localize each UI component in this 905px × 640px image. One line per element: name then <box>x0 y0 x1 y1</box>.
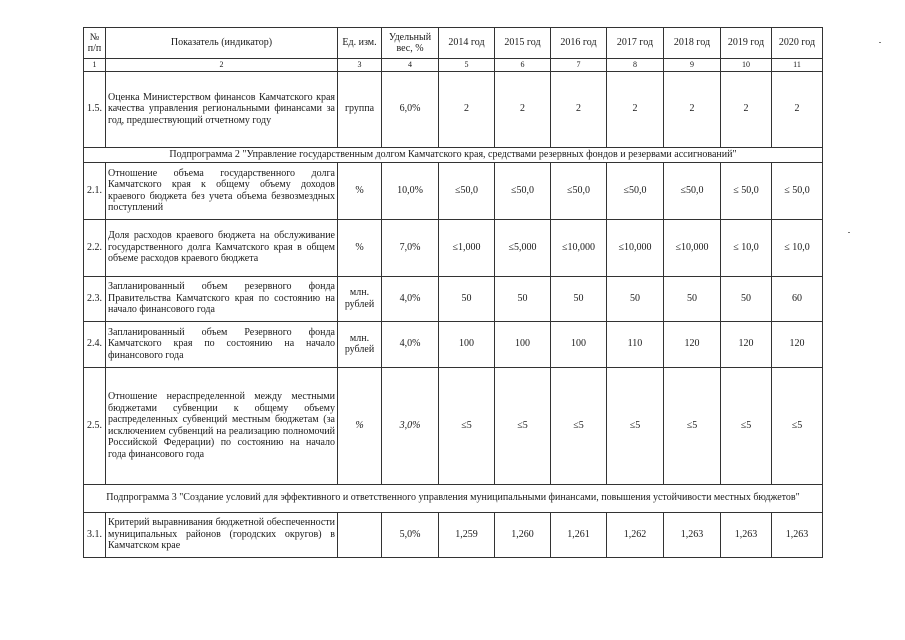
row-number: 2.3. <box>84 276 106 321</box>
row-value: 120 <box>664 321 721 367</box>
col-number: 3 <box>338 59 382 72</box>
row-weight: 4,0% <box>382 276 439 321</box>
header-year: 2019 год <box>721 28 772 59</box>
col-number: 10 <box>721 59 772 72</box>
row-weight: 5,0% <box>382 512 439 557</box>
row-value: 2 <box>721 71 772 147</box>
row-number: 3.1. <box>84 512 106 557</box>
row-value: 100 <box>495 321 551 367</box>
row-value: ≤10,000 <box>664 219 721 276</box>
row-value: 50 <box>551 276 607 321</box>
row-value: ≤5 <box>551 367 607 484</box>
row-value: 1,260 <box>495 512 551 557</box>
scan-speck <box>848 232 850 233</box>
row-value: 2 <box>664 71 721 147</box>
row-value: 120 <box>772 321 823 367</box>
row-value: 1,263 <box>721 512 772 557</box>
row-number: 2.5. <box>84 367 106 484</box>
table-row <box>84 71 823 147</box>
scan-speck <box>879 42 881 43</box>
row-value: 1,263 <box>772 512 823 557</box>
col-number: 4 <box>382 59 439 72</box>
row-unit <box>338 512 382 557</box>
row-number: 2.2. <box>84 219 106 276</box>
row-unit: % <box>338 162 382 219</box>
row-indicator: Доля расходов краевого бюджета на обслуживание государственного долга Камчатского края в общем объеме расходов краевого бюджета <box>106 219 338 276</box>
row-value: 1,259 <box>439 512 495 557</box>
row-value: ≤1,000 <box>439 219 495 276</box>
row-value: 110 <box>607 321 664 367</box>
header-unit: Ед. изм. <box>338 28 382 59</box>
subprogram-row <box>84 147 823 162</box>
row-value: 100 <box>439 321 495 367</box>
header-year: 2018 год <box>664 28 721 59</box>
row-weight: 4,0% <box>382 321 439 367</box>
row-value: ≤5 <box>439 367 495 484</box>
row-value: ≤ 10,0 <box>772 219 823 276</box>
row-value: 1,261 <box>551 512 607 557</box>
row-indicator: Запланированный объем Резервного фонда Камчатского края по состоянию на начало финансового года <box>106 321 338 367</box>
table-row <box>84 276 823 321</box>
header-year: 2020 год <box>772 28 823 59</box>
row-weight: 3,0% <box>382 367 439 484</box>
header-year: 2014 год <box>439 28 495 59</box>
row-weight: 6,0% <box>382 71 439 147</box>
row-value: 2 <box>607 71 664 147</box>
row-number: 2.1. <box>84 162 106 219</box>
row-value: ≤10,000 <box>607 219 664 276</box>
row-indicator: Отношение нераспределенной между местными бюджетами субвенции к общему объему распределенных субвенций местным бюджетам (за исключением субвенций на реализацию полномочий Российской Федерации) по состоянию на начало года финансового года <box>106 367 338 484</box>
row-value: ≤50,0 <box>551 162 607 219</box>
header-year: 2016 год <box>551 28 607 59</box>
subprogram-2-title: Подпрограмма 2 "Управление государственным долгом Камчатского края, средствами резервных фондов и резервами ассигнований" <box>84 147 823 162</box>
row-indicator: Отношение объема государственного долга Камчатского края к общему объему доходов краевого бюджета без учета объема безвозмездных поступлений <box>106 162 338 219</box>
row-unit: млн. рублей <box>338 276 382 321</box>
row-value: ≤5,000 <box>495 219 551 276</box>
col-number: 7 <box>551 59 607 72</box>
row-number: 1.5. <box>84 71 106 147</box>
subprogram-row <box>84 484 823 512</box>
table-row <box>84 219 823 276</box>
table-row <box>84 162 823 219</box>
row-unit: % <box>338 219 382 276</box>
row-value: 1,262 <box>607 512 664 557</box>
header-weight: Удельный вес, % <box>382 28 439 59</box>
row-value: 2 <box>772 71 823 147</box>
column-numbers-row <box>84 59 823 72</box>
row-indicator: Оценка Министерством финансов Камчатского края качества управления региональными финансами за год, предшествующий отчетному году <box>106 71 338 147</box>
row-value: 1,263 <box>664 512 721 557</box>
row-value: 100 <box>551 321 607 367</box>
header-year: 2017 год <box>607 28 664 59</box>
header-year: 2015 год <box>495 28 551 59</box>
row-value: ≤50,0 <box>495 162 551 219</box>
row-unit: % <box>338 367 382 484</box>
header-indicator: Показатель (индикатор) <box>106 28 338 59</box>
row-unit: группа <box>338 71 382 147</box>
row-indicator: Критерий выравнивания бюджетной обеспеченности муниципальных районов (городских округов) в Камчатском крае <box>106 512 338 557</box>
row-value: 2 <box>439 71 495 147</box>
row-value: ≤5 <box>495 367 551 484</box>
row-value: ≤5 <box>607 367 664 484</box>
row-value: ≤5 <box>721 367 772 484</box>
col-number: 2 <box>106 59 338 72</box>
col-number: 1 <box>84 59 106 72</box>
row-weight: 10,0% <box>382 162 439 219</box>
table-row <box>84 512 823 557</box>
row-indicator: Запланированный объем резервного фонда Правительства Камчатского края по состоянию на начало финансового года <box>106 276 338 321</box>
row-value: 50 <box>439 276 495 321</box>
row-value: 50 <box>607 276 664 321</box>
table-row <box>84 321 823 367</box>
row-value: ≤50,0 <box>664 162 721 219</box>
subprogram-3-title: Подпрограмма 3 "Создание условий для эффективного и ответственного управления муниципальными финансами, повышения устойчивости местных бюджетов" <box>84 484 823 512</box>
row-value: 2 <box>551 71 607 147</box>
row-value: ≤5 <box>772 367 823 484</box>
row-value: 120 <box>721 321 772 367</box>
row-value: 2 <box>495 71 551 147</box>
col-number: 11 <box>772 59 823 72</box>
col-number: 6 <box>495 59 551 72</box>
row-value: ≤ 10,0 <box>721 219 772 276</box>
row-value: ≤ 50,0 <box>721 162 772 219</box>
row-value: ≤10,000 <box>551 219 607 276</box>
col-number: 8 <box>607 59 664 72</box>
table-row <box>84 367 823 484</box>
row-value: ≤5 <box>664 367 721 484</box>
row-weight: 7,0% <box>382 219 439 276</box>
indicator-table <box>83 27 823 558</box>
row-unit: млн. рублей <box>338 321 382 367</box>
header-row <box>84 28 823 59</box>
col-number: 9 <box>664 59 721 72</box>
row-value: ≤ 50,0 <box>772 162 823 219</box>
row-value: 60 <box>772 276 823 321</box>
row-value: ≤50,0 <box>607 162 664 219</box>
col-number: 5 <box>439 59 495 72</box>
row-value: 50 <box>495 276 551 321</box>
row-value: ≤50,0 <box>439 162 495 219</box>
row-value: 50 <box>664 276 721 321</box>
row-value: 50 <box>721 276 772 321</box>
row-number: 2.4. <box>84 321 106 367</box>
header-num: № п/п <box>84 28 106 59</box>
